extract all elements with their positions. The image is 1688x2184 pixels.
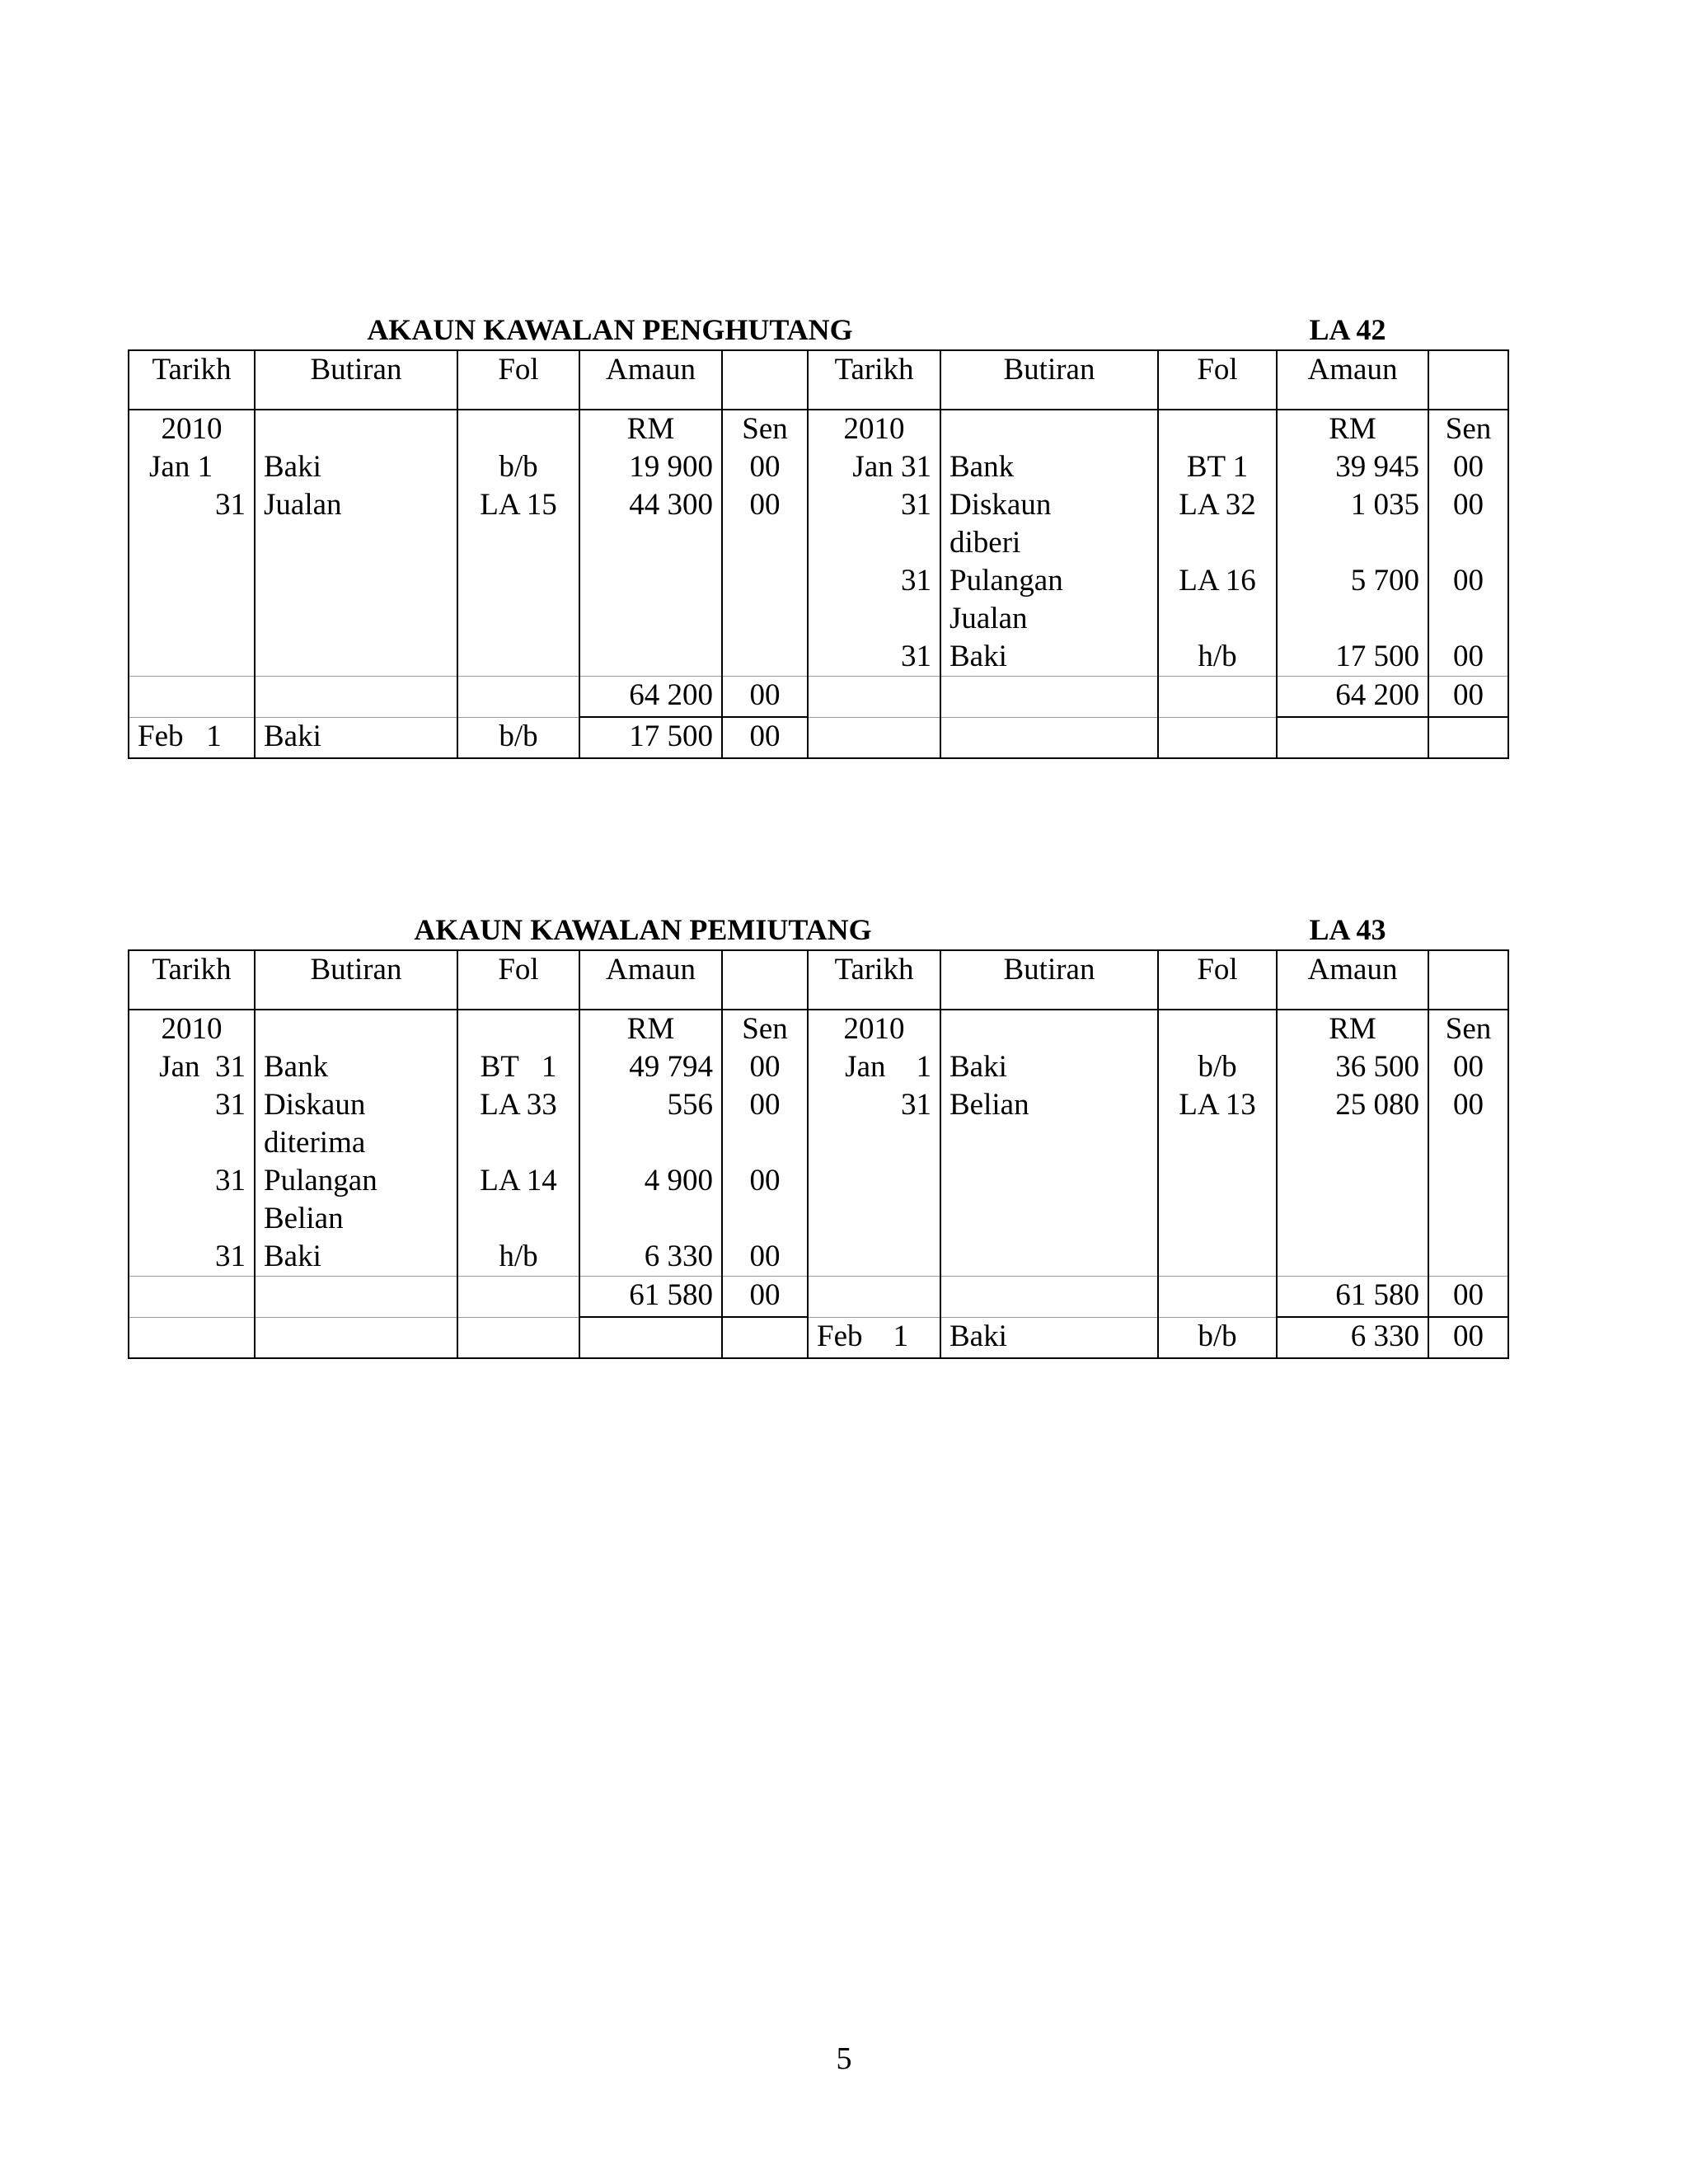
entry-particulars: Pulangan <box>264 1164 377 1197</box>
header-date: Tarikh <box>808 950 940 1010</box>
entry-rm: 5 700 <box>1350 564 1419 598</box>
header-amount: Amaun <box>1277 950 1428 1010</box>
sen-label: Sen <box>742 1012 788 1046</box>
entry-sen: 00 <box>1453 1088 1484 1122</box>
entry-particulars: Baki <box>264 1240 321 1273</box>
header-folio: Fol <box>1158 950 1277 1010</box>
total-debit-rm: 64 200 <box>579 677 722 718</box>
debit-folio-cell <box>457 1010 579 1277</box>
header-particulars: Butiran <box>940 950 1158 1010</box>
entry-sen: 00 <box>1453 564 1484 598</box>
debit-date-cell <box>129 1010 255 1277</box>
entry-folio: b/b <box>499 450 538 484</box>
entry-date: 31 <box>215 1088 246 1122</box>
entry-rm: 17 500 <box>1335 640 1419 673</box>
entry-sen: 00 <box>749 450 781 484</box>
entry-particulars: Baki <box>950 640 1007 673</box>
entry-rm: 4 900 <box>644 1164 713 1197</box>
credit-date-cell <box>808 1010 940 1277</box>
entry-folio: h/b <box>499 1240 538 1273</box>
entry-particulars: Diskaun <box>264 1088 366 1122</box>
entry-folio: LA 15 <box>480 488 557 522</box>
debit-date-cell <box>129 410 255 677</box>
entry-rm: 49 794 <box>629 1050 713 1084</box>
entry-sen: 00 <box>1453 1050 1484 1084</box>
entry-rm: 44 300 <box>629 488 713 522</box>
year-label: 2010 <box>843 1012 905 1046</box>
total-row <box>129 1277 1508 1318</box>
sen-label: Sen <box>742 412 788 446</box>
entry-particulars: Baki <box>264 450 321 484</box>
balance-particulars: Baki <box>255 717 457 758</box>
entry-particulars-line2: diterima <box>264 1126 366 1160</box>
entry-date: 31 <box>215 488 246 522</box>
balance-folio: b/b <box>457 717 579 758</box>
entry-folio: BT 1 <box>1186 450 1249 484</box>
debit-rm-cell <box>579 1010 722 1277</box>
ledger-heading <box>128 310 1507 349</box>
entry-date: 31 <box>901 564 931 598</box>
credit-folio-cell <box>1158 410 1277 677</box>
balance-particulars: Baki <box>940 1317 1158 1358</box>
entry-date: 31 <box>215 1164 246 1197</box>
rm-label: RM <box>1329 1012 1376 1046</box>
ledger-table <box>128 949 1509 1359</box>
debit-particulars-cell <box>255 410 457 677</box>
entry-folio: h/b <box>1198 640 1237 673</box>
header-date: Tarikh <box>808 350 940 410</box>
rm-label: RM <box>626 412 675 446</box>
ledger-title: AKAUN KAWALAN PEMIUTANG <box>414 913 872 946</box>
header-blank <box>1428 350 1508 410</box>
entry-sen: 00 <box>749 1088 781 1122</box>
ledger-folio: LA 43 <box>1309 913 1386 946</box>
entry-date: 31 <box>215 1240 246 1273</box>
header-amount: Amaun <box>579 950 722 1010</box>
page-number: 5 <box>836 2041 852 2076</box>
credit-particulars-cell <box>940 1010 1158 1277</box>
entry-particulars: Bank <box>950 450 1015 484</box>
entry-date: 31 <box>901 640 931 673</box>
entry-particulars: Diskaun <box>950 488 1052 522</box>
entry-folio: LA 33 <box>480 1088 557 1122</box>
header-blank <box>1428 950 1508 1010</box>
entry-date: Jan 31 <box>852 450 931 484</box>
entry-folio: LA 14 <box>480 1164 557 1197</box>
entry-sen: 00 <box>749 1164 781 1197</box>
balance-bd-row <box>129 717 1508 758</box>
entry-date: 31 <box>901 488 931 522</box>
credit-particulars-cell <box>940 410 1158 677</box>
total-credit-rm: 61 580 <box>1277 1277 1428 1318</box>
entry-sen: 00 <box>1453 488 1484 522</box>
total-credit-sen: 00 <box>1428 677 1508 718</box>
header-date: Tarikh <box>129 350 255 410</box>
sen-label: Sen <box>1445 412 1492 446</box>
header-particulars: Butiran <box>940 350 1158 410</box>
debit-rm-cell <box>579 410 722 677</box>
entry-rm: 6 330 <box>644 1240 713 1273</box>
entry-particulars: Belian <box>950 1088 1029 1122</box>
entry-date: Jan 1 <box>845 1050 931 1084</box>
header-amount: Amaun <box>579 350 722 410</box>
balance-rm: 6 330 <box>1277 1317 1428 1358</box>
entry-sen: 00 <box>1453 450 1484 484</box>
entry-rm: 39 945 <box>1335 450 1419 484</box>
entry-sen: 00 <box>749 1240 781 1273</box>
rm-label: RM <box>626 1012 675 1046</box>
entry-particulars-line2: Belian <box>264 1202 344 1235</box>
total-debit-sen: 00 <box>722 677 808 718</box>
entry-sen: 00 <box>1453 640 1484 673</box>
entry-folio: LA 16 <box>1179 564 1256 598</box>
credit-sen-cell <box>1428 1010 1508 1277</box>
year-label: 2010 <box>161 1012 223 1046</box>
balance-date: Feb 1 <box>129 717 255 758</box>
balance-rm: 17 500 <box>579 717 722 758</box>
entry-rm: 25 080 <box>1335 1088 1419 1122</box>
entry-folio: b/b <box>1198 1050 1237 1084</box>
header-blank <box>722 950 808 1010</box>
total-row <box>129 677 1508 718</box>
ledger-penghutang <box>128 310 1507 759</box>
sen-label: Sen <box>1445 1012 1492 1046</box>
ledger-pemiutang <box>128 910 1507 1359</box>
entry-folio: BT 1 <box>480 1050 557 1084</box>
debit-sen-cell <box>722 410 808 677</box>
credit-date-cell <box>808 410 940 677</box>
header-amount: Amaun <box>1277 350 1428 410</box>
header-folio: Fol <box>1158 350 1277 410</box>
entry-particulars-line2: Jualan <box>950 602 1028 635</box>
balance-date: Feb 1 <box>808 1317 940 1358</box>
entry-rm: 1 035 <box>1350 488 1419 522</box>
header-row <box>129 950 1508 1010</box>
entry-rm: 19 900 <box>629 450 713 484</box>
total-credit-sen: 00 <box>1428 1277 1508 1318</box>
total-debit-sen: 00 <box>722 1277 808 1318</box>
year-label: 2010 <box>843 412 905 446</box>
debit-particulars-cell <box>255 1010 457 1277</box>
entry-sen: 00 <box>749 1050 781 1084</box>
entry-particulars: Baki <box>950 1050 1007 1084</box>
entry-date: Jan 31 <box>159 1050 246 1084</box>
debit-sen-cell <box>722 1010 808 1277</box>
balance-folio: b/b <box>1158 1317 1277 1358</box>
year-label: 2010 <box>161 412 223 446</box>
header-particulars: Butiran <box>255 350 457 410</box>
credit-rm-cell <box>1277 410 1428 677</box>
header-folio: Fol <box>457 350 579 410</box>
balance-bd-row <box>129 1317 1508 1358</box>
credit-sen-cell <box>1428 410 1508 677</box>
entry-rm: 36 500 <box>1335 1050 1419 1084</box>
entry-folio: LA 32 <box>1179 488 1256 522</box>
credit-rm-cell <box>1277 1010 1428 1277</box>
rm-label: RM <box>1329 412 1376 446</box>
ledger-folio: LA 42 <box>1309 313 1386 346</box>
entry-particulars: Bank <box>264 1050 329 1084</box>
header-blank <box>722 350 808 410</box>
header-particulars: Butiran <box>255 950 457 1010</box>
entry-date: 31 <box>901 1088 931 1122</box>
header-date: Tarikh <box>129 950 255 1010</box>
ledger-body-row <box>129 410 1508 677</box>
entry-folio: LA 13 <box>1179 1088 1256 1122</box>
total-debit-rm: 61 580 <box>579 1277 722 1318</box>
total-credit-rm: 64 200 <box>1277 677 1428 718</box>
ledger-heading <box>128 910 1507 949</box>
balance-sen: 00 <box>722 717 808 758</box>
entry-particulars-line2: diberi <box>950 526 1021 560</box>
debit-folio-cell <box>457 410 579 677</box>
entry-particulars: Jualan <box>264 488 342 522</box>
ledger-table <box>128 349 1509 759</box>
credit-folio-cell <box>1158 1010 1277 1277</box>
entry-sen: 00 <box>749 488 781 522</box>
entry-date: Jan 1 <box>149 450 213 484</box>
entry-rm: 556 <box>667 1088 713 1122</box>
entry-particulars: Pulangan <box>950 564 1063 598</box>
header-row <box>129 350 1508 410</box>
header-folio: Fol <box>457 950 579 1010</box>
balance-sen: 00 <box>1428 1317 1508 1358</box>
ledger-title: AKAUN KAWALAN PENGHUTANG <box>367 313 853 346</box>
ledger-body-row <box>129 1010 1508 1277</box>
